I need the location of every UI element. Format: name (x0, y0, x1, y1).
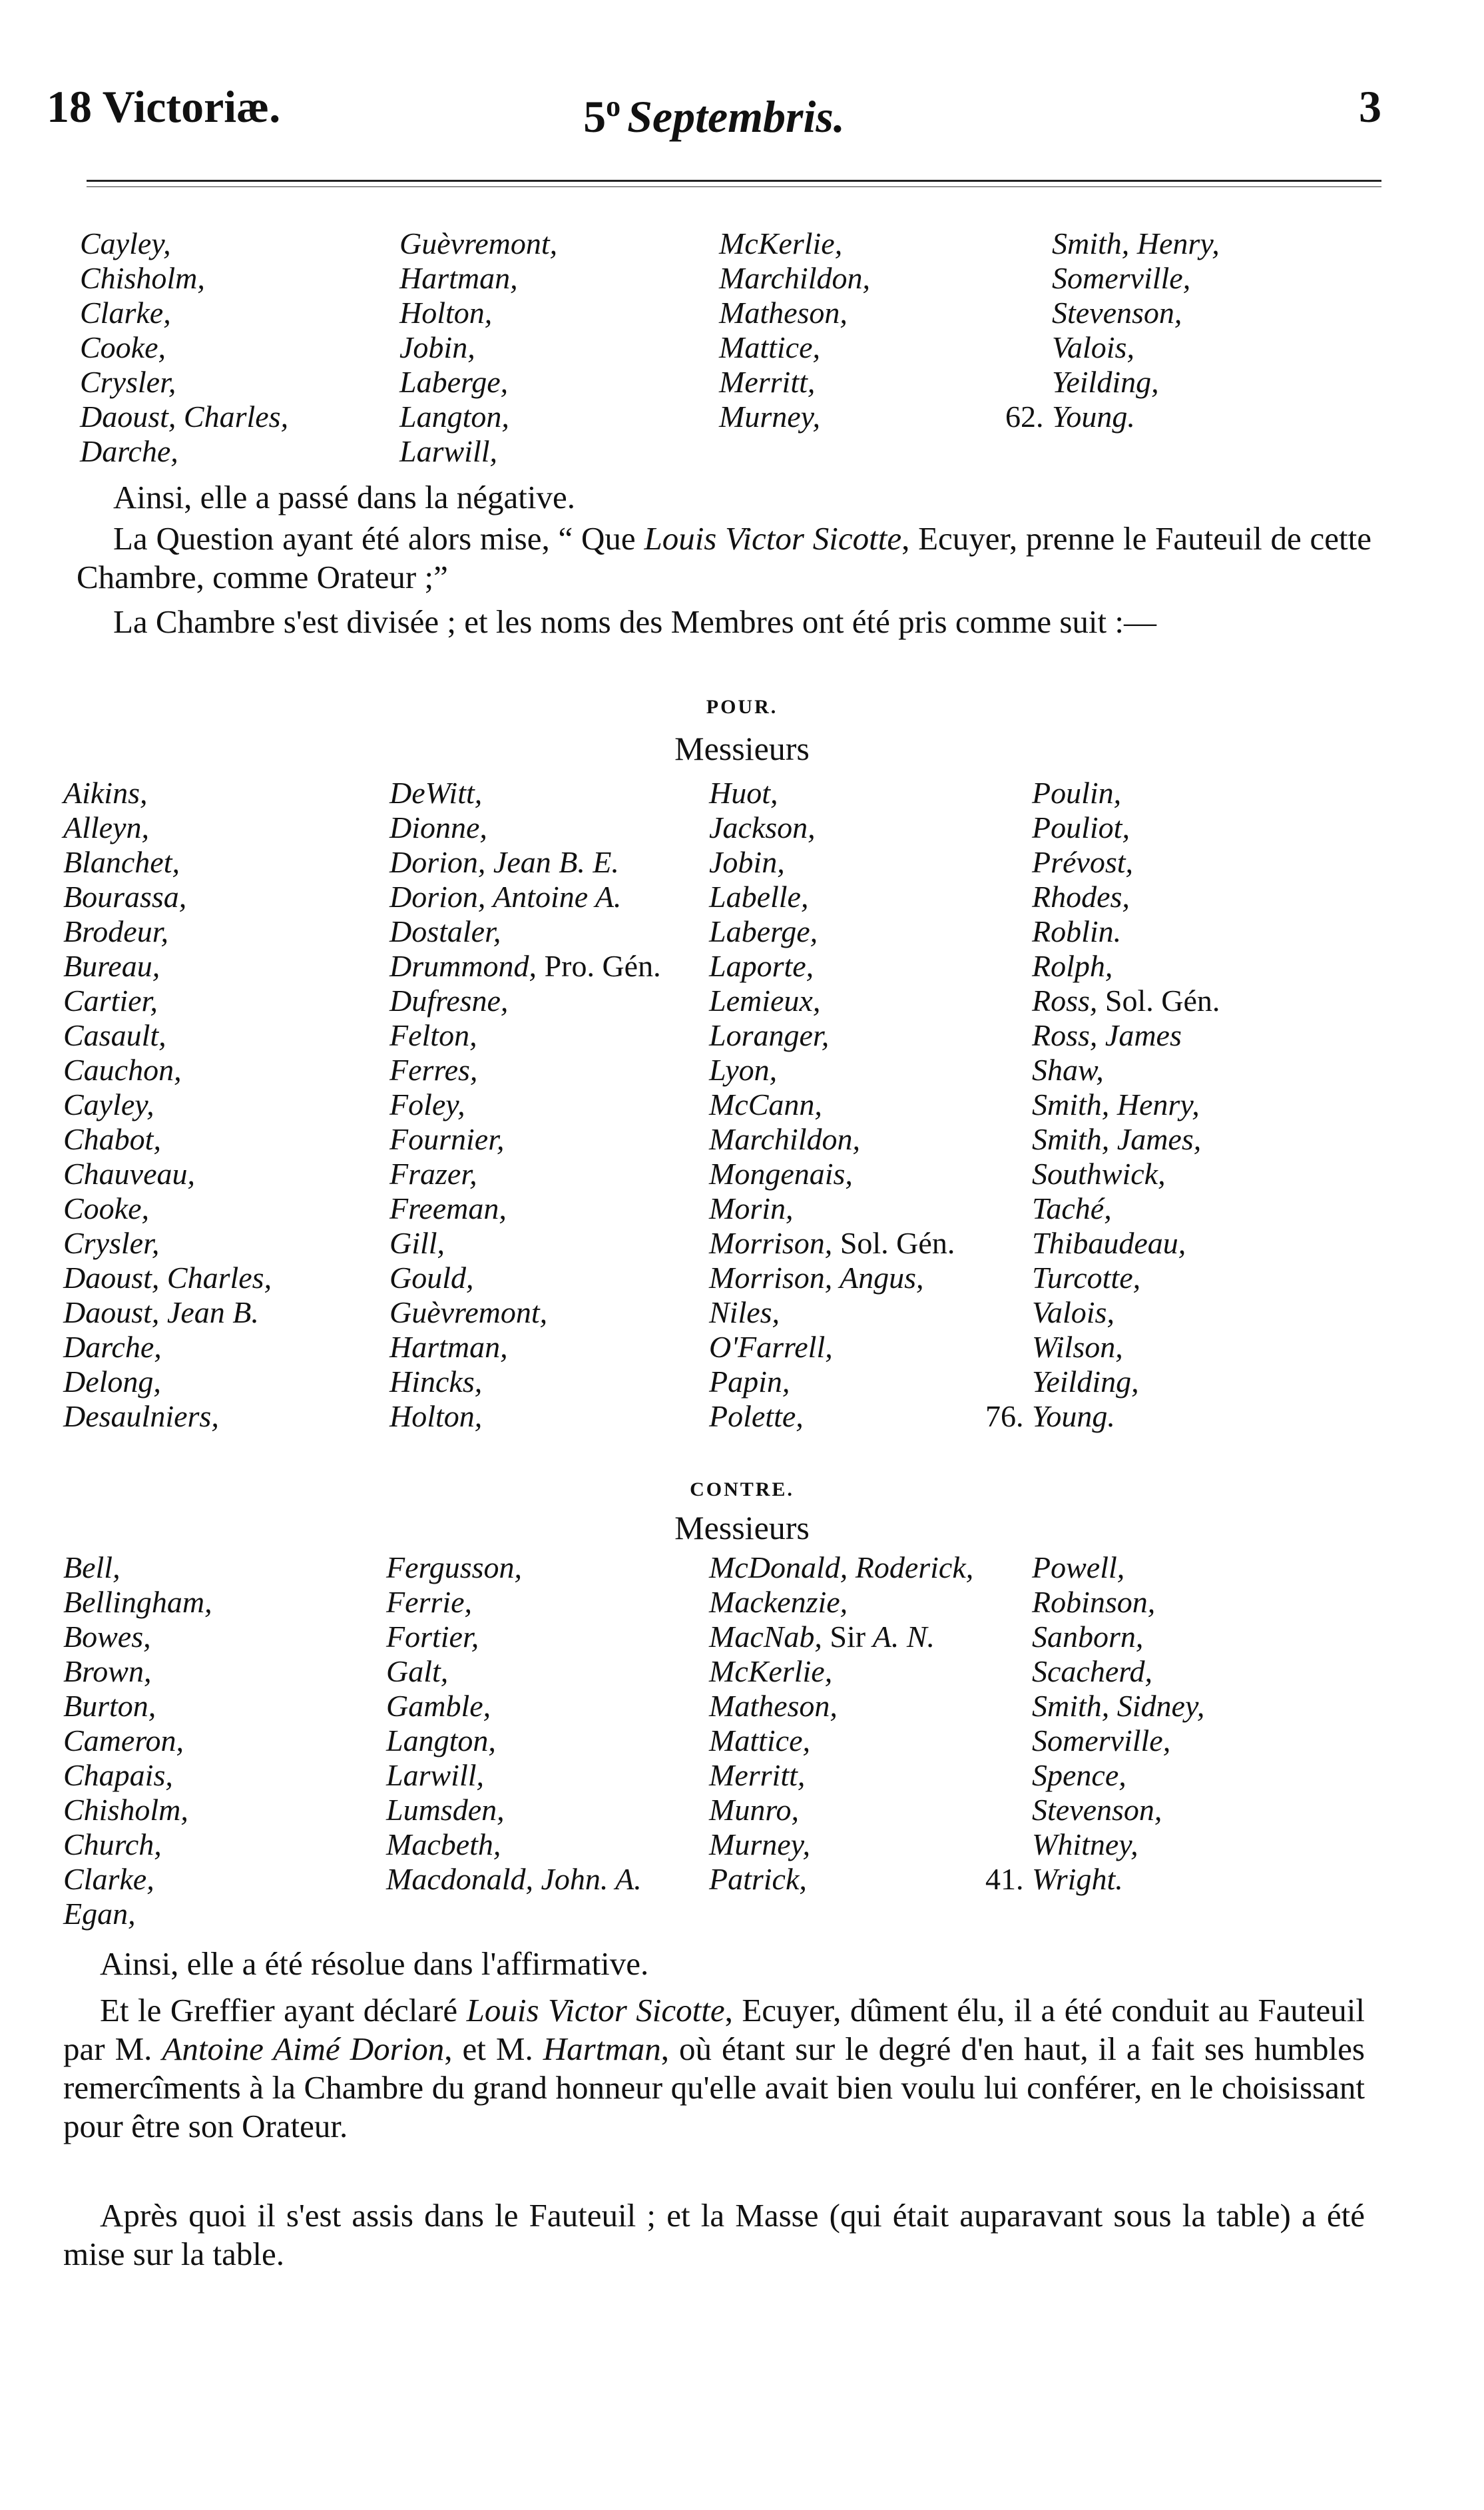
member-name: Crysler, (80, 365, 176, 399)
member-name: Bureau, (63, 949, 160, 983)
member-name: Somerville, (1032, 1724, 1171, 1757)
member-name: Casault, (63, 1018, 166, 1052)
member-name: Ross, James (1032, 1018, 1182, 1052)
member-name: Morin, (709, 1191, 794, 1225)
contre-label: CONTRE. (690, 1478, 794, 1500)
member-name: Valois, (1052, 330, 1134, 364)
name-column (719, 226, 870, 434)
member-name: Marchildon, (719, 261, 870, 295)
member-name: Alleyn, (63, 810, 149, 844)
member-name: Ross, Sol. Gén. (1032, 984, 1220, 1018)
member-name: Sanborn, (1032, 1620, 1144, 1654)
member-name: Huot, (709, 776, 778, 810)
member-name: Galt, (386, 1654, 449, 1688)
member-name: Mattice, (709, 1724, 810, 1757)
contre-messieurs: Messieurs (674, 1509, 810, 1546)
member-name: Roblin. (1032, 914, 1122, 948)
member-name: Guèvremont, (399, 226, 558, 260)
division-paragraph: La Chambre s'est divisée ; et les noms des Membres ont été pris comme suit :— (113, 603, 1156, 640)
member-title: Sol. Gén. (1097, 984, 1220, 1018)
header-rule-thin (87, 186, 1381, 187)
member-name: Yeilding, (1032, 1365, 1139, 1399)
member-title: A. N. (866, 1620, 935, 1654)
member-name: Gill, (389, 1226, 445, 1260)
member-name: Southwick, (1032, 1157, 1166, 1191)
name-column (63, 1550, 212, 1931)
name-column (389, 776, 661, 1434)
member-name: Laporte, (709, 949, 814, 983)
member-name: Wilson, (1032, 1330, 1123, 1364)
name-column (709, 776, 955, 1434)
member-name: Macbeth, (386, 1827, 501, 1861)
member-name: Thibaudeau, (1032, 1226, 1186, 1260)
member-name: Yeilding, (1052, 365, 1159, 399)
member-name: Brown, (63, 1654, 152, 1688)
member-name: Darche, (80, 434, 178, 468)
member-name: Desaulniers, (63, 1399, 219, 1433)
name-column (399, 226, 557, 469)
member-name: Cameron, (63, 1724, 184, 1757)
name-column (80, 226, 288, 469)
first-vote-names (80, 226, 1398, 473)
member-name: Rhodes, (1032, 880, 1130, 914)
member-name: Smith, Henry, (1052, 226, 1220, 260)
member-name: Hincks, (389, 1365, 483, 1399)
member-name: Whitney, (1032, 1827, 1138, 1861)
member-title: Sol. Gén. (832, 1226, 955, 1260)
member-name: Daoust, Charles, (63, 1261, 272, 1295)
member-name: Laberge, (399, 365, 509, 399)
closing-paragraph-1: Et le Greffier ayant déclaré Louis Victor Sicotte, Ecuyer, dûment élu, il a été conduit au Fauteuil par M. Antoine Aimé Dorion, et M. Hartman, où étant sur le degré d'en haut, il a fait ses humbles remercîments à la Chambre du grand honneur qu'elle avait bien voulu lui conférer, en le choisissant pour être son Orateur. (63, 1992, 1365, 2144)
member-name: Smith, Sidney, (1032, 1689, 1205, 1723)
member-name: Foley, (389, 1088, 465, 1121)
member-name: Blanchet, (63, 845, 180, 879)
member-name: Cooke, (63, 1191, 150, 1225)
first-vote-result: Ainsi, elle a passé dans la négative. (113, 479, 575, 515)
closing-paragraph-2: Après quoi il s'est assis dans le Fauteuil ; et la Masse (qui était auparavant sous la table) a été mise sur la table. (63, 2197, 1365, 2272)
member-name: Mackenzie, (709, 1585, 848, 1619)
member-name: Cayley, (63, 1088, 154, 1121)
member-name: Egan, (63, 1897, 136, 1931)
member-name: Crysler, (63, 1226, 160, 1260)
member-name: Smith, Henry, (1032, 1088, 1200, 1121)
member-name: DeWitt, (389, 776, 483, 810)
member-name: Langton, (386, 1724, 496, 1757)
pour-label: POUR. (706, 696, 778, 718)
member-name: Cauchon, (63, 1053, 182, 1087)
member-name: Macdonald, John. A. (386, 1862, 642, 1896)
member-name: Prévost, (1032, 845, 1134, 879)
member-name: Cooke, (80, 330, 166, 364)
member-name: Bell, (63, 1550, 121, 1584)
question-paragraph: La Question ayant été alors mise, “ Que Louis Victor Sicotte, Ecuyer, prenne le Fauteuil de cette Chambre, comme Orateur ;” (77, 520, 1371, 595)
member-name: Freeman, (389, 1191, 507, 1225)
member-name: Mattice, (719, 330, 820, 364)
member-name: Marchildon, (709, 1122, 860, 1156)
member-name: Larwill, (386, 1758, 485, 1792)
member-name: 41. Wright. (985, 1862, 1123, 1896)
member-name: McDonald, Roderick, (709, 1550, 974, 1584)
member-name: Valois, (1032, 1295, 1114, 1329)
member-name: Lemieux, (709, 984, 821, 1018)
member-name: McCann, (709, 1088, 822, 1121)
member-name: Labelle, (709, 880, 809, 914)
member-name: Church, (63, 1827, 162, 1861)
member-name: Langton, (399, 400, 509, 434)
member-name: Chauveau, (63, 1157, 196, 1191)
member-name: Scacherd, (1032, 1654, 1152, 1688)
member-name: Clarke, (63, 1862, 154, 1896)
member-name: Jobin, (399, 330, 475, 364)
member-name: Aikins, (63, 776, 148, 810)
running-head (47, 70, 1381, 143)
member-name: Pouliot, (1032, 810, 1130, 844)
member-name: Cayley, (80, 226, 171, 260)
member-name: MacNab, Sir A. N. (709, 1620, 935, 1654)
member-name: Guèvremont, (389, 1295, 548, 1329)
pour-messieurs: Messieurs (674, 730, 810, 767)
closing-result: Ainsi, elle a été résolue dans l'affirmative. (100, 1945, 649, 1982)
member-name: Jobin, (709, 845, 785, 879)
member-name: Matheson, (719, 296, 848, 330)
member-name: Dostaler, (389, 914, 501, 948)
member-name: Clarke, (80, 296, 171, 330)
member-name: Loranger, (709, 1018, 830, 1052)
member-name: Felton, (389, 1018, 477, 1052)
member-name: Hartman, (399, 261, 518, 295)
member-name: Morrison, Sol. Gén. (709, 1226, 955, 1260)
member-name: McKerlie, (709, 1654, 833, 1688)
member-name: Niles, (709, 1295, 780, 1329)
member-name: Daoust, Jean B. (63, 1295, 259, 1329)
session-date: 5$^o$ Septembris. (583, 90, 845, 142)
member-name: Smith, James, (1032, 1122, 1202, 1156)
member-name: Papin, (709, 1365, 790, 1399)
vote-total: 76. (985, 1399, 1024, 1433)
member-name: Lumsden, (386, 1793, 505, 1827)
member-name: Fournier, (389, 1122, 505, 1156)
name-column (985, 1550, 1205, 1897)
member-name: Somerville, (1052, 261, 1191, 295)
member-name: Darche, (63, 1330, 162, 1364)
member-name: Chapais, (63, 1758, 173, 1792)
member-name: Murney, (719, 400, 821, 434)
member-name: Ferres, (389, 1053, 478, 1087)
member-name: Chisholm, (80, 261, 205, 295)
member-name: Jackson, (709, 810, 816, 844)
member-name: Frazer, (389, 1157, 477, 1191)
vote-total: 41. (985, 1862, 1024, 1896)
member-name: Ferrie, (386, 1585, 473, 1619)
member-name: Poulin, (1032, 776, 1122, 810)
name-column (709, 1550, 973, 1897)
member-name: Turcotte, (1032, 1261, 1141, 1295)
member-title: Pro. Gén. (537, 949, 661, 983)
member-name: Matheson, (709, 1689, 838, 1723)
member-name: Merritt, (709, 1758, 806, 1792)
member-name: Drummond, Pro. Gén. (389, 949, 661, 983)
member-name: Stevenson, (1032, 1793, 1162, 1827)
name-column (63, 776, 272, 1434)
name-column (386, 1550, 642, 1897)
member-name: Chisholm, (63, 1793, 188, 1827)
member-name: Fortier, (386, 1620, 479, 1654)
name-column (1005, 226, 1220, 434)
header-rule (87, 180, 1381, 182)
member-name: Delong, (63, 1365, 161, 1399)
member-title: Sir (822, 1620, 866, 1654)
member-name: Holton, (389, 1399, 483, 1433)
member-name: Polette, (709, 1399, 804, 1433)
vote-total: 62. (1005, 400, 1044, 434)
member-name: Cartier, (63, 984, 158, 1018)
member-name: Merritt, (719, 365, 816, 399)
session-title: 18 Victoriæ. (47, 81, 281, 132)
member-name: 62. Young. (1005, 400, 1135, 434)
member-name: Holton, (399, 296, 493, 330)
member-name: O'Farrell, (709, 1330, 833, 1364)
member-name: Robinson, (1032, 1585, 1156, 1619)
member-name: Bellingham, (63, 1585, 212, 1619)
member-name: Dionne, (389, 810, 487, 844)
member-name: Chabot, (63, 1122, 161, 1156)
member-name: Lyon, (709, 1053, 778, 1087)
member-name: Spence, (1032, 1758, 1126, 1792)
member-name: Powell, (1032, 1550, 1125, 1584)
member-name: Rolph, (1032, 949, 1113, 983)
member-name: Munro, (709, 1793, 800, 1827)
page-number: 3 (1359, 81, 1381, 132)
member-name: Shaw, (1032, 1053, 1104, 1087)
member-name: Morrison, Angus, (709, 1261, 924, 1295)
member-name: Hartman, (389, 1330, 508, 1364)
member-name: Dorion, Antoine A. (389, 880, 622, 914)
member-name: Laberge, (709, 914, 818, 948)
pour-names (63, 776, 1401, 1442)
member-name: Brodeur, (63, 914, 169, 948)
member-name: 76. Young. (985, 1399, 1115, 1433)
member-name: McKerlie, (719, 226, 843, 260)
member-name: Burton, (63, 1689, 156, 1723)
member-name: Dufresne, (389, 984, 509, 1018)
member-name: Bourassa, (63, 880, 187, 914)
member-name: Bowes, (63, 1620, 151, 1654)
member-name: Stevenson, (1052, 296, 1182, 330)
name-column (985, 776, 1220, 1434)
member-name: Fergusson, (386, 1550, 523, 1584)
member-name: Dorion, Jean B. E. (389, 845, 619, 879)
member-name: Taché, (1032, 1191, 1112, 1225)
member-name: Murney, (709, 1827, 811, 1861)
member-name: Gould, (389, 1261, 474, 1295)
member-name: Mongenais, (709, 1157, 853, 1191)
member-name: Patrick, (709, 1862, 807, 1896)
member-name: Gamble, (386, 1689, 491, 1723)
member-name: Larwill, (399, 434, 498, 468)
member-name: Daoust, Charles, (80, 400, 289, 434)
contre-names (63, 1550, 1401, 1963)
